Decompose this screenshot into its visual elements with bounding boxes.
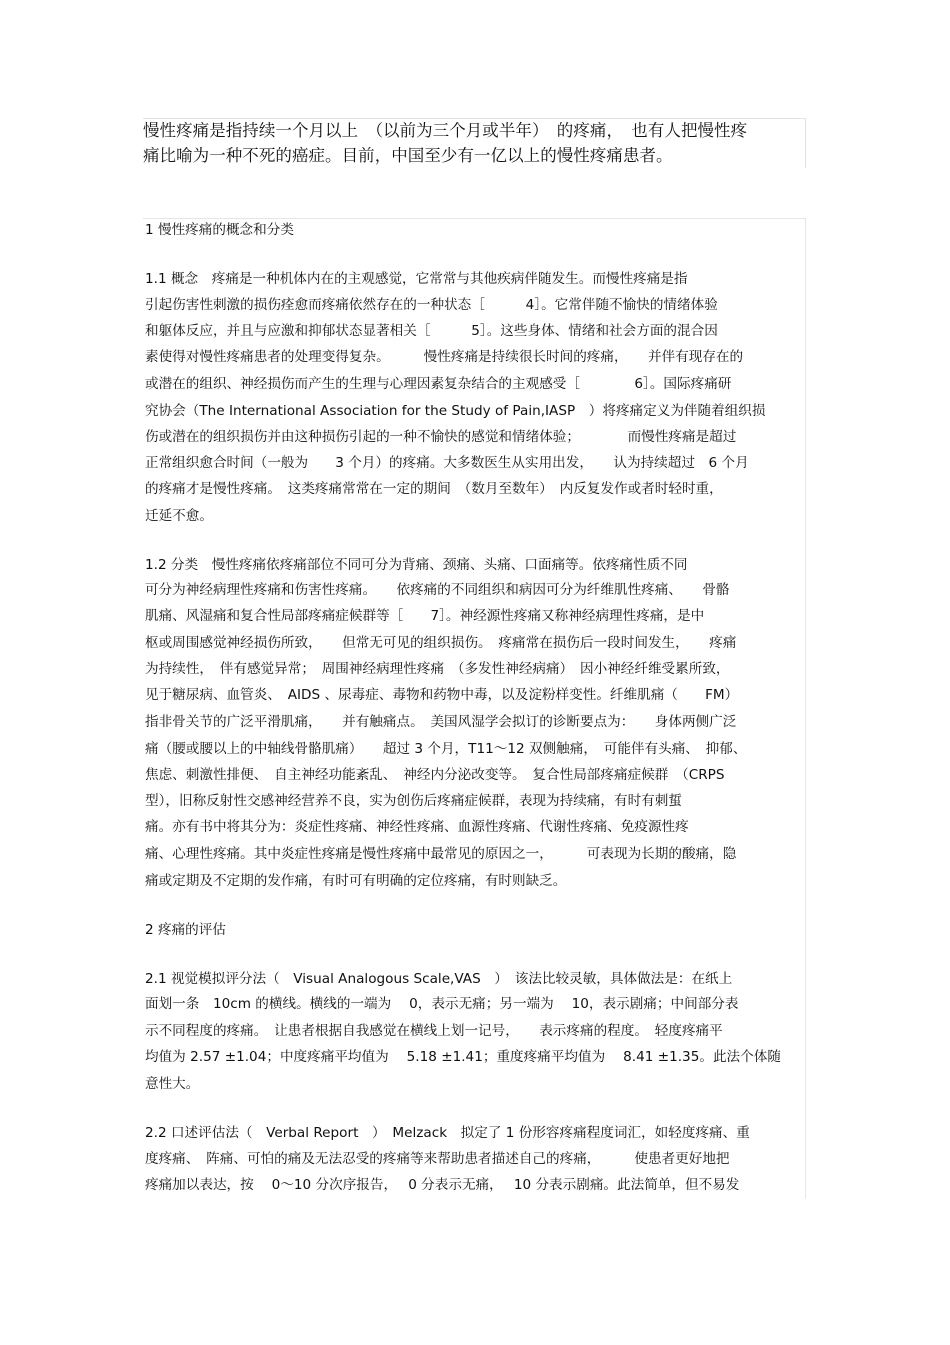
section-heading-2: 2 疼痛的评估	[145, 922, 226, 938]
paragraph-line: 痛或定期及不定期的发作痛，有时可有明确的定位疼痛，有时则缺乏。	[145, 873, 567, 889]
paragraph-line: 正常组织愈合时间（一般为 3 个月）的疼痛。大多数医生从实用出发， 认为持续超过 6 个月	[145, 455, 749, 471]
paragraph-line: 均值为 2.57 ±1.04；中度疼痛平均值为 5.18 ±1.41；重度疼痛平均值为 8.41 ±1.35。此法个体随	[145, 1049, 781, 1065]
paragraph-line: 素使得对慢性疼痛患者的处理变得复杂。 慢性疼痛是持续很长时间的疼痛， 并伴有现存在的	[145, 349, 744, 365]
paragraph-line: 可分为神经病理性疼痛和伤害性疼痛。 依疼痛的不同组织和病因可分为纤维肌性疼痛、 骨骼	[145, 582, 730, 598]
paragraph-line: 枢或周围感觉神经损伤所致， 但常无可见的组织损伤。 疼痛常在损伤后一段时间发生， 疼痛	[145, 635, 737, 651]
paragraph-line: 指非骨关节的广泛平滑肌痛， 并有触痛点。 美国风湿学会拟订的诊断要点为： 身体两侧广泛	[145, 714, 737, 730]
paragraph-line: 2.2 口述评估法（ Verbal Report ） Melzack 拟定了 1 份形容疼痛程度词汇，如轻度疼痛、重	[145, 1125, 750, 1141]
paragraph-line: 2.1 视觉模拟评分法（ Visual Analogous Scale,VAS ） 该法比较灵敏，具体做法是：在纸上	[145, 971, 733, 987]
paragraph-line: 度疼痛、 阵痛、可怕的痛及无法忍受的疼痛等来帮助患者描述自己的疼痛， 使患者更好地把	[145, 1151, 730, 1167]
paragraph-line: 示不同程度的疼痛。 让患者根据自我感觉在横线上划一记号， 表示疼痛的程度。 轻度疼痛平	[145, 1023, 723, 1039]
paragraph-line: 型），旧称反射性交感神经营养不良，实为创伤后疼痛症候群，表现为持续痛，有时有刺蜇	[145, 793, 682, 809]
paragraph-line: 1.1 概念 疼痛是一种机体内在的主观感觉，它常常与其他疾病伴随发生。而慢性疼痛是指	[145, 271, 688, 287]
paragraph-line: 为持续性， 伴有感觉异常； 周围神经病理性疼痛 （多发性神经病痛） 因小神经纤维受累所致，	[145, 661, 730, 677]
paragraph-line: 或潜在的组织、神经损伤而产生的生理与心理因素复杂结合的主观感受［ 6］。国际疼痛研	[145, 376, 732, 392]
intro-line-2: 痛比喻为一种不死的癌症。目前，中国至少有一亿以上的慢性疼痛患者。	[143, 146, 673, 165]
paragraph-line: 肌痛、风湿痛和复合性局部疼痛症候群等［ 7］。神经源性疼痛又称神经病理性疼痛，是中	[145, 608, 705, 624]
paragraph-line: 的疼痛才是慢性疼痛。 这类疼痛常常在一定的期间 （数月至数年） 内反复发作或者时轻时重，	[145, 481, 723, 497]
paragraph-line: 痛。亦有书中将其分为：炎症性疼痛、神经性疼痛、血源性疼痛、代谢性疼痛、免疫源性疼	[145, 819, 689, 835]
paragraph-line: 迁延不愈。	[145, 508, 213, 524]
paragraph-line: 见于糖尿病、血管炎、 AIDS 、尿毒症、毒物和药物中毒，以及淀粉样变性。纤维肌痛（ FM）	[145, 687, 739, 703]
paragraph-line: 焦虑、刺激性排便、 自主神经功能紊乱、 神经内分泌改变等。 复合性局部疼痛症候群 （CRPS	[145, 767, 725, 783]
paragraph-line: 面划一条 10cm 的横线。横线的一端为 0，表示无痛；另一端为 10，表示剧痛；中间部分表	[145, 996, 739, 1012]
paragraph-line: 痛（腰或腰以上的中轴线骨骼肌痛） 超过 3 个月，T11～12 双侧触痛， 可能伴有头痛、 抑郁、	[145, 741, 747, 757]
paragraph-line: 和躯体反应，并且与应激和抑郁状态显著相关［ 5］。这些身体、情绪和社会方面的混合因	[145, 323, 718, 339]
paragraph-line: 1.2 分类 慢性疼痛依疼痛部位不同可分为背痛、颈痛、头痛、口面痛等。依疼痛性质不同	[145, 557, 688, 573]
section-heading-1: 1 慢性疼痛的概念和分类	[145, 222, 294, 238]
paragraph-line: 引起伤害性刺激的损伤痊愈而疼痛依然存在的一种状态［ 4］。它常伴随不愉快的情绪体验	[145, 297, 718, 313]
paragraph-line: 疼痛加以表达，按 0～10 分次序报告， 0 分表示无痛， 10 分表示剧痛。此法简单，但不易发	[145, 1177, 740, 1193]
paragraph-line: 伤或潜在的组织损伤并由这种损伤引起的一种不愉快的感觉和情绪体验； 而慢性疼痛是超过	[145, 429, 737, 445]
paragraph-line: 究协会（The International Association for the Study of Pain,IASP ）将疼痛定义为伴随着组织损	[145, 403, 766, 419]
paragraph-line: 意性大。	[145, 1076, 200, 1092]
intro-line-1: 慢性疼痛是指持续一个月以上 （以前为三个月或半年） 的疼痛， 也有人把慢性疼	[143, 121, 748, 140]
paragraph-line: 痛、心理性疼痛。其中炎症性疼痛是慢性疼痛中最常见的原因之一， 可表现为长期的酸痛，隐	[145, 846, 737, 862]
